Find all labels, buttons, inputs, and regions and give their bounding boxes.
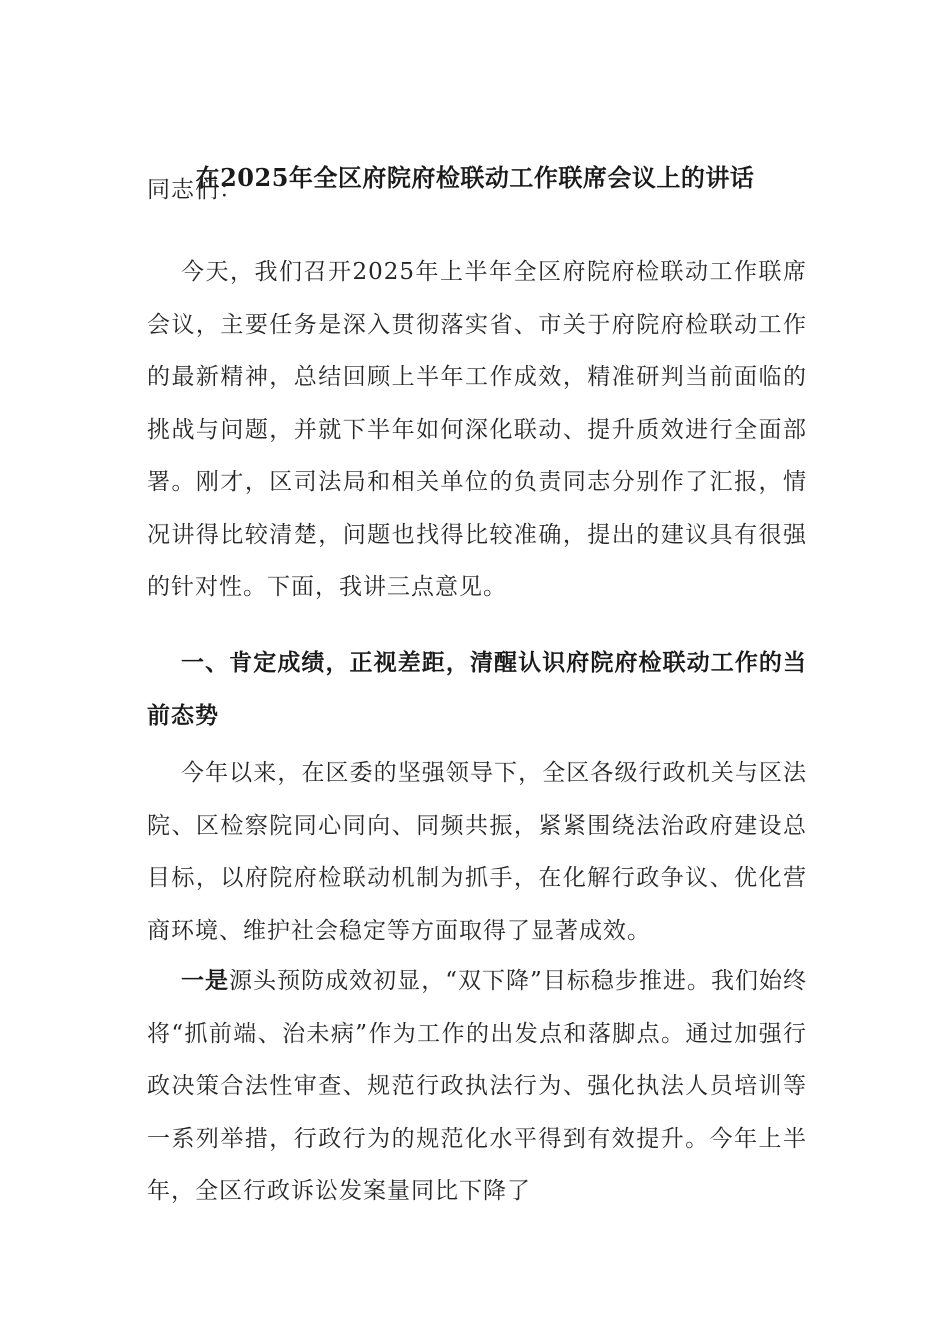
section-one-paragraph: 今年以来，在区委的坚强领导下，全区各级行政机关与区法院、区检察院同心同向、同频共振，紧紧围绕法治政府建设总目标，以府院府检联动机制为抓手，在化解行政争议、优化营商环境、维护社会稳定等方面取得了显著成效。 [147,760,807,944]
point-one-paragraph [147,955,807,1218]
document-title: 在2025年全区府院府检联动工作联席会议上的讲话 [195,163,755,192]
salutation: 同志们： [147,177,243,203]
point-one-lead: 一是 [181,967,230,994]
point-one-text: 源头预防成效初显，“双下降”目标稳步推进。我们始终将“抓前端、治未病”作为工作的出发点和落脚点。通过加强行政决策合法性审查、规范行政执法行为、强化执法人员培训等一系列举措，行政行为的规范化水平得到有效提升。今年上半年，全区行政诉讼发案量同比下降了 [147,968,807,1204]
section-one-heading: 一、肯定成绩，正视差距，清醒认识府院府检联动工作的当前态势 [147,649,807,729]
intro-paragraph: 今天，我们召开2025年上半年全区府院府检联动工作联席会议，主要任务是深入贯彻落实省、市关于府院府检联动工作的最新精神，总结回顾上半年工作成效，精准研判当前面临的挑战与问题，并就下半年如何深化联动、提升质效进行全面部署。刚才，区司法局和相关单位的负责同志分别作了汇报，情况讲得比较清楚，问题也找得比较准确，提出的建议具有很强的针对性。下面，我讲三点意见。 [147,259,807,600]
